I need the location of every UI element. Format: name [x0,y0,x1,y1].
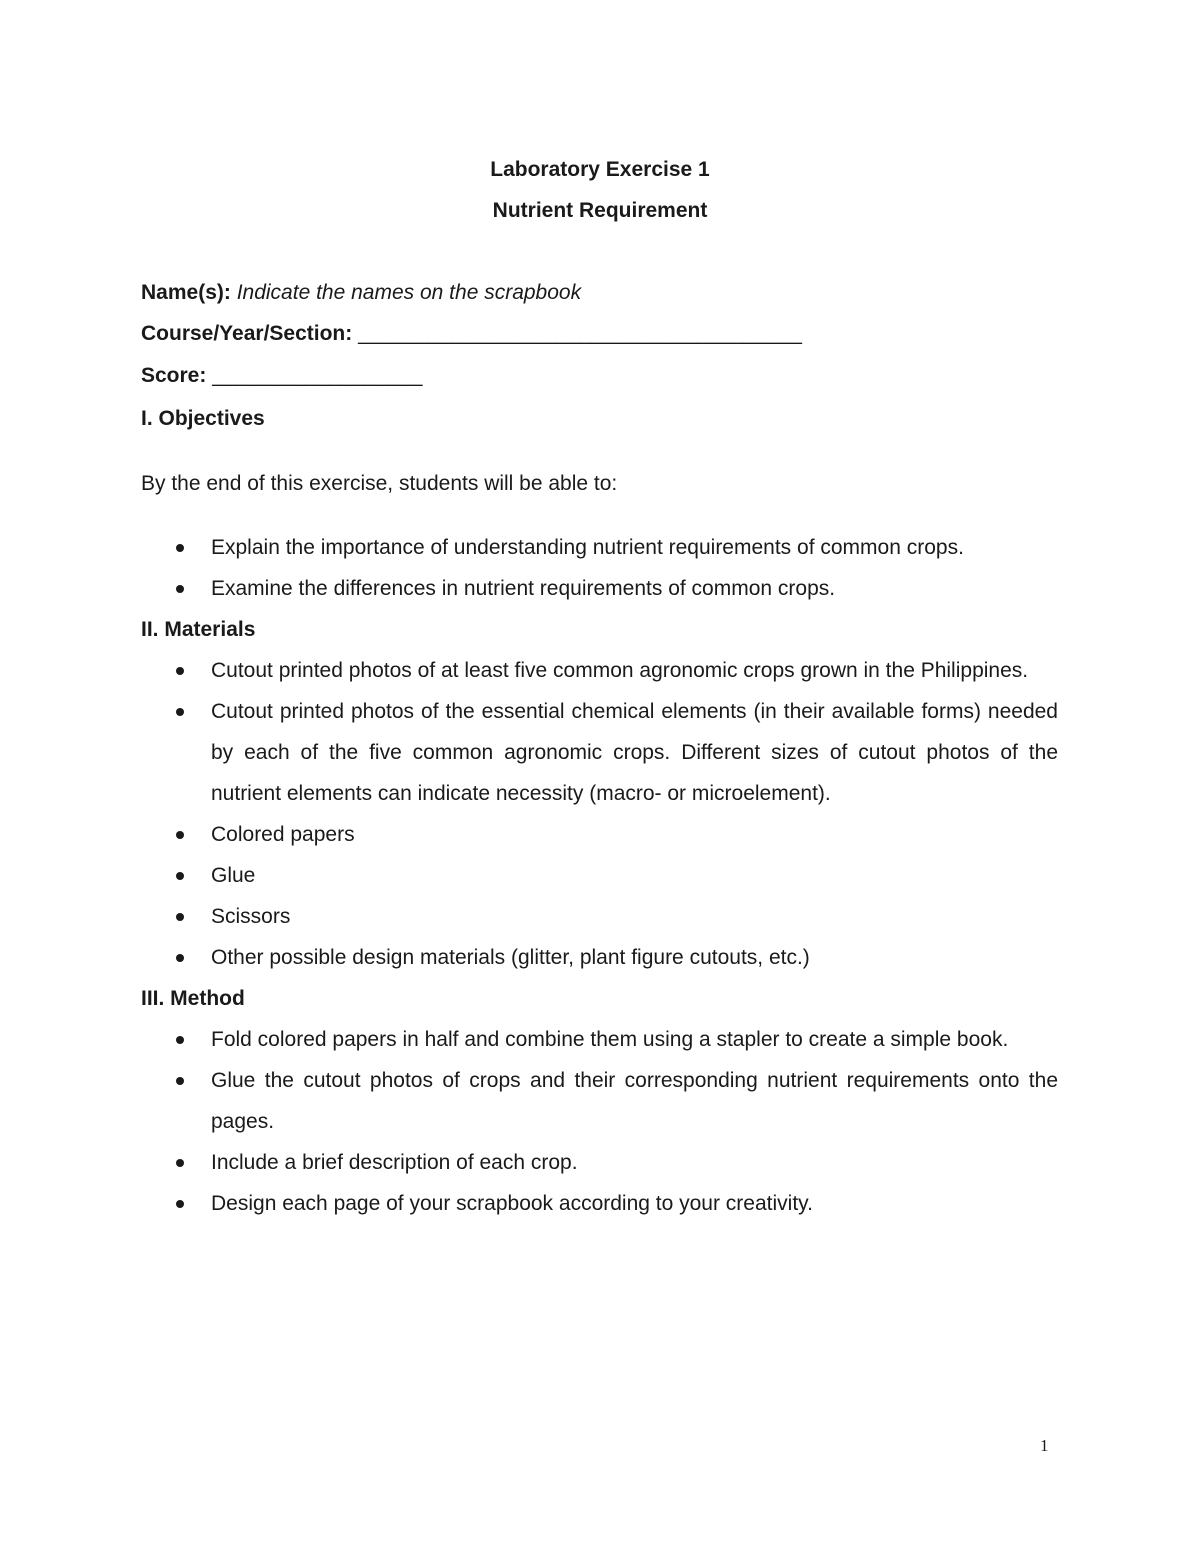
bullet-icon [176,1077,184,1085]
names-label: Name(s): [141,281,231,304]
course-label: Course/Year/Section: [141,322,353,345]
document-subtitle: Nutrient Requirement [492,199,708,222]
bullet-icon [176,831,184,839]
names-value: Indicate the names on the scrapbook [236,281,582,304]
list-item: Design each page of your scrapbook according to your creativity. [141,1183,1058,1224]
bullet-icon [176,1200,184,1208]
objectives-intro: By the end of this exercise, students will be able to: [141,472,618,495]
names-field [141,279,581,307]
bullet-icon [176,872,184,880]
bullet-icon [176,667,184,675]
list-item: Cutout printed photos of the essential chemical elements (in their available forms) needed by each of the five common agronomic crops. Different sizes of cutout photos of the nutrient elements can indicate necessity (macro- or microelement). [141,691,1058,814]
document-title: Laboratory Exercise 1 [490,158,710,181]
document-body [141,398,1058,1224]
bullet-icon [176,708,184,716]
bullet-icon [176,585,184,593]
list-item: Examine the differences in nutrient requirements of common crops. [141,568,1058,609]
score-label: Score: [141,364,207,387]
score-blank: __________________ [212,364,423,387]
materials-list [141,650,1058,978]
bullet-icon [176,544,184,552]
bullet-icon [176,1036,184,1044]
bullet-icon [176,954,184,962]
page-number: 1 [1040,1436,1049,1455]
list-item: Include a brief description of each crop. [141,1142,1058,1183]
list-item: Cutout printed photos of at least five common agronomic crops grown in the Philippines. [141,650,1058,691]
bullet-icon [176,1159,184,1167]
list-item: Glue [141,855,1058,896]
objectives-list [141,527,1058,609]
course-blank: ______________________________________ [358,322,802,345]
list-item: Explain the importance of understanding nutrient requirements of common crops. [141,527,1058,568]
method-list [141,1019,1058,1224]
bullet-icon [176,913,184,921]
list-item: Colored papers [141,814,1058,855]
list-item: Fold colored papers in half and combine them using a stapler to create a simple book. [141,1019,1058,1060]
objectives-heading: I. Objectives [141,407,265,430]
materials-heading: II. Materials [141,618,256,641]
score-field [141,362,422,390]
list-item: Scissors [141,896,1058,937]
list-item: Other possible design materials (glitter, plant figure cutouts, etc.) [141,937,1058,978]
method-heading: III. Method [141,987,245,1010]
list-item: Glue the cutout photos of crops and their corresponding nutrient requirements onto the pages. [141,1060,1058,1142]
course-field [141,320,802,348]
